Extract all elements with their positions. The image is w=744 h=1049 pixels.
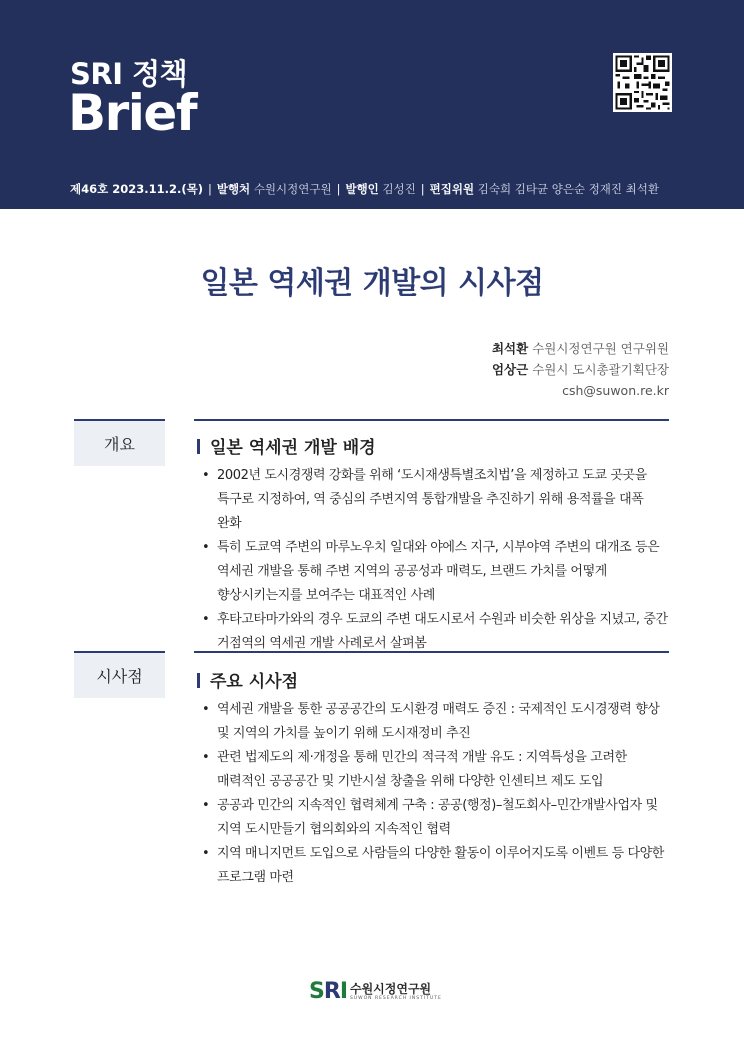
section-divider [194, 419, 669, 421]
sri-logo-mark: SRI [309, 979, 347, 1004]
author-block [492, 338, 669, 401]
author-role: 수원시정연구원 연구위원 [532, 341, 669, 356]
publisher: 수원시정연구원 [253, 182, 332, 196]
section-heading-text: 주요 시사점 [210, 672, 299, 692]
list-item: • 2002년 도시경쟁력 강화를 위해 ‘도시재생특별조치법’을 제정하고 도쿄 곳곳을 특구로 지정하여, 역 중심의 주변지역 통합개발을 추진하기 위해 용적률을 대폭 완화 [200, 464, 670, 536]
publisher-label: 발행처 [216, 182, 251, 196]
author-name: 엄상근 [491, 362, 529, 377]
author-line [492, 338, 669, 359]
issuer-label: 발행인 [345, 182, 379, 196]
footer-logo [309, 981, 442, 1003]
header-banner [0, 0, 744, 209]
issue-meta: 제46호 2023.11.2.(목) | 발행처 수원시정연구원 | 발행인 김성진 | 편집위원 김숙희 김타균 양은순 정재진 최석환 [70, 182, 660, 196]
issue-number: 제46호 2023.11.2.(목) [70, 182, 203, 196]
heading-bar [197, 673, 200, 688]
editors: 김숙희 김타균 양은순 정재진 최석환 [477, 182, 660, 196]
author-name: 최석환 [491, 341, 529, 356]
list-item: • 후타고타마가와의 경우 도쿄의 주변 대도시로서 수원과 비슷한 위상을 지녔고, 중간 거점역의 역세권 개발 사례로서 살펴봄 [200, 608, 670, 656]
implications-list [200, 698, 670, 890]
issuer: 김성진 [382, 182, 416, 196]
brand-title: SRI 정책 [70, 57, 188, 91]
qr-code-icon[interactable] [613, 53, 672, 112]
list-item: • 공공과 민간의 지속적인 협력체계 구축 : 공공(행정)–철도회사–민간개발사업자 및 지역 도시만들기 협의회와의 지속적인 협력 [200, 794, 670, 842]
list-item: • 특히 도쿄역 주변의 마루노우치 일대와 야에스 지구, 시부야역 주변의 대개조 등은 역세권 개발을 통해 주변 지역의 공공성과 매력도, 브랜드 가치를 어떻게 향상시키는지를 보여주는 대표적인 사례 [200, 536, 670, 608]
author-line [492, 359, 669, 380]
author-role: 수원시 도시총괄기획단장 [532, 362, 669, 377]
overview-list [200, 464, 670, 656]
list-item: • 지역 매니지먼트 도입으로 사람들의 다양한 활동이 이루어지도록 이벤트 등 다양한 프로그램 마련 [200, 842, 670, 890]
editors-label: 편집위원 [429, 182, 475, 196]
section-label-implications: 시사점 [74, 651, 165, 698]
section-heading-text: 일본 역세권 개발 배경 [210, 438, 376, 458]
org-name-en: SUWON RESEARCH INSTITUTE [350, 996, 442, 1001]
author-email[interactable]: csh@suwon.re.kr [562, 383, 669, 398]
list-item: • 역세권 개발을 통한 공공공간의 도시환경 매력도 증진 : 국제적인 도시경쟁력 향상 및 지역의 가치를 높이기 위해 도시재정비 추진 [200, 698, 670, 746]
logo-text [350, 982, 442, 1002]
list-item: • 관련 법제도의 제·개정을 통해 민간의 적극적 개발 유도 : 지역특성을 고려한 매력적인 공공공간 및 기반시설 창출을 위해 다양한 인센티브 제도 도입 [200, 746, 670, 794]
org-name-kr: 수원시정연구원 [350, 982, 432, 996]
section-heading-implications [197, 667, 298, 692]
brand-subtitle: Brief [68, 84, 197, 142]
section-heading-overview [197, 433, 376, 458]
section-label-overview: 개요 [74, 419, 165, 466]
heading-bar [197, 439, 200, 454]
section-divider [194, 651, 669, 653]
page-title: 일본 역세권 개발의 시사점 [200, 266, 544, 301]
